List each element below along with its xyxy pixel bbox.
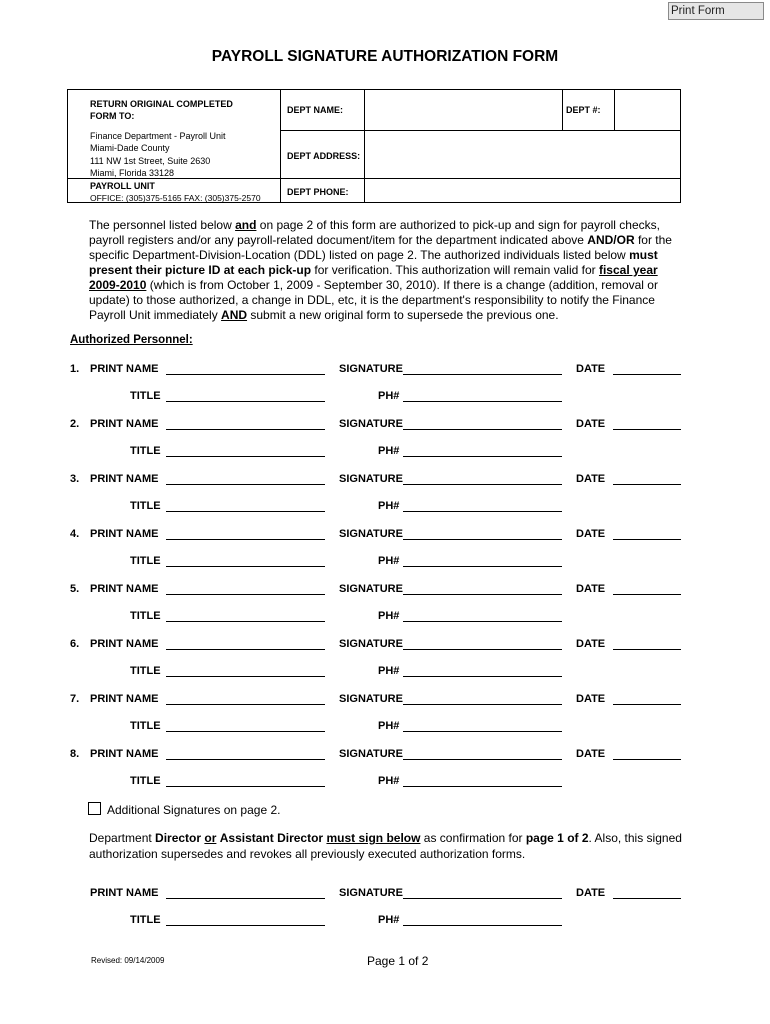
signature-label: SIGNATURE: [339, 887, 403, 899]
phone-field[interactable]: [403, 456, 562, 457]
office-fax-text: OFFICE: (305)375-5165 FAX: (305)375-2570: [90, 193, 261, 203]
title-label: TITLE: [130, 914, 161, 926]
title-field[interactable]: [166, 925, 325, 926]
title-label: TITLE: [130, 445, 161, 457]
signature-field[interactable]: [403, 374, 562, 375]
print-name-field[interactable]: [166, 594, 325, 595]
date-field[interactable]: [613, 484, 681, 485]
person-number: 2.: [70, 418, 80, 430]
title-field[interactable]: [166, 731, 325, 732]
title-label: TITLE: [130, 610, 161, 622]
title-field[interactable]: [166, 786, 325, 787]
print-name-field[interactable]: [166, 484, 325, 485]
print-form-button[interactable]: Print Form: [668, 2, 764, 20]
date-label: DATE: [576, 363, 606, 375]
signature-field[interactable]: [403, 898, 562, 899]
print-name-label: PRINT NAME: [90, 638, 159, 650]
return-to-label-1: RETURN ORIGINAL COMPLETED: [90, 99, 233, 109]
header-divider: [280, 90, 281, 203]
signature-label: SIGNATURE: [339, 583, 403, 595]
date-field[interactable]: [613, 429, 681, 430]
dept-number-label: DEPT #:: [566, 105, 601, 115]
return-address-line: Miami-Dade County: [90, 143, 170, 153]
header-divider: [280, 178, 681, 179]
signature-field[interactable]: [403, 539, 562, 540]
person-number: 4.: [70, 528, 80, 540]
date-field[interactable]: [613, 374, 681, 375]
title-field[interactable]: [166, 456, 325, 457]
phone-field[interactable]: [403, 401, 562, 402]
signature-label: SIGNATURE: [339, 638, 403, 650]
page-number: Page 1 of 2: [367, 954, 429, 968]
phone-label: PH#: [378, 720, 400, 732]
title-field[interactable]: [166, 511, 325, 512]
print-name-field[interactable]: [166, 898, 325, 899]
title-label: TITLE: [130, 720, 161, 732]
print-name-label: PRINT NAME: [90, 528, 159, 540]
print-name-label: PRINT NAME: [90, 887, 159, 899]
title-field[interactable]: [166, 676, 325, 677]
print-name-field[interactable]: [166, 539, 325, 540]
date-field[interactable]: [613, 759, 681, 760]
date-field[interactable]: [613, 704, 681, 705]
date-field[interactable]: [613, 649, 681, 650]
header-divider: [280, 130, 681, 131]
signature-field[interactable]: [403, 649, 562, 650]
signature-field[interactable]: [403, 594, 562, 595]
phone-field[interactable]: [403, 925, 562, 926]
date-label: DATE: [576, 528, 606, 540]
title-field[interactable]: [166, 566, 325, 567]
date-label: DATE: [576, 473, 606, 485]
print-name-field[interactable]: [166, 759, 325, 760]
phone-field[interactable]: [403, 731, 562, 732]
title-label: TITLE: [130, 390, 161, 402]
title-label: TITLE: [130, 775, 161, 787]
title-label: TITLE: [130, 555, 161, 567]
person-number: 6.: [70, 638, 80, 650]
print-name-field[interactable]: [166, 704, 325, 705]
phone-label: PH#: [378, 445, 400, 457]
signature-label: SIGNATURE: [339, 748, 403, 760]
return-address-line: Miami, Florida 33128: [90, 168, 175, 178]
phone-label: PH#: [378, 914, 400, 926]
date-label: DATE: [576, 638, 606, 650]
phone-field[interactable]: [403, 621, 562, 622]
date-field[interactable]: [613, 594, 681, 595]
print-name-label: PRINT NAME: [90, 693, 159, 705]
print-name-label: PRINT NAME: [90, 473, 159, 485]
signature-field[interactable]: [403, 484, 562, 485]
dept-phone-label: DEPT PHONE:: [287, 187, 349, 197]
phone-label: PH#: [378, 665, 400, 677]
payroll-unit-label: PAYROLL UNIT: [90, 181, 155, 191]
header-divider: [562, 90, 563, 130]
additional-signatures-label: Additional Signatures on page 2.: [107, 803, 281, 817]
return-address-line: Finance Department - Payroll Unit: [90, 131, 226, 141]
date-field[interactable]: [613, 539, 681, 540]
phone-label: PH#: [378, 775, 400, 787]
print-name-label: PRINT NAME: [90, 418, 159, 430]
person-number: 8.: [70, 748, 80, 760]
title-field[interactable]: [166, 621, 325, 622]
authorization-paragraph: The personnel listed below and on page 2 of this form are authorized to pick-up and sign for payroll checks, payroll registers and/or any payroll-related document/item for the department indicated above AND/OR for the specific Department-Division-Location (DDL) listed on page 2. The authorized individuals listed below must present their picture ID at each pick-up for verification. This authorization will remain valid for fiscal year 2009-2010 (which is from October 1, 2009 - September 30, 2010). If there is a change (addition, removal or update) to those authorized, a change in DDL, etc, it is the department's responsibility to notify the Finance Payroll Unit immediately AND submit a new original form to supersede the previous one.: [89, 218, 672, 322]
phone-field[interactable]: [403, 786, 562, 787]
signature-field[interactable]: [403, 759, 562, 760]
print-name-field[interactable]: [166, 649, 325, 650]
return-address-line: 111 NW 1st Street, Suite 2630: [90, 156, 211, 166]
print-name-field[interactable]: [166, 429, 325, 430]
date-label: DATE: [576, 583, 606, 595]
return-to-label-2: FORM TO:: [90, 111, 135, 121]
signature-label: SIGNATURE: [339, 473, 403, 485]
title-label: TITLE: [130, 500, 161, 512]
dept-address-label: DEPT ADDRESS:: [287, 151, 361, 161]
revised-date: Revised: 09/14/2009: [91, 956, 165, 965]
header-box: [67, 89, 681, 203]
print-name-label: PRINT NAME: [90, 363, 159, 375]
date-label: DATE: [576, 887, 606, 899]
signature-field[interactable]: [403, 704, 562, 705]
phone-label: PH#: [378, 555, 400, 567]
authorized-personnel-heading: Authorized Personnel:: [70, 334, 193, 346]
form-title: PAYROLL SIGNATURE AUTHORIZATION FORM: [211, 48, 559, 65]
print-name-label: PRINT NAME: [90, 748, 159, 760]
print-name-field[interactable]: [166, 374, 325, 375]
date-label: DATE: [576, 418, 606, 430]
person-number: 7.: [70, 693, 80, 705]
signature-label: SIGNATURE: [339, 363, 403, 375]
signature-label: SIGNATURE: [339, 693, 403, 705]
date-field[interactable]: [613, 898, 681, 899]
header-divider: [614, 90, 615, 130]
person-number: 3.: [70, 473, 80, 485]
title-field[interactable]: [166, 401, 325, 402]
signature-label: SIGNATURE: [339, 418, 403, 430]
header-divider: [364, 90, 365, 203]
person-number: 5.: [70, 583, 80, 595]
print-name-label: PRINT NAME: [90, 583, 159, 595]
person-number: 1.: [70, 363, 80, 375]
signature-field[interactable]: [403, 429, 562, 430]
phone-label: PH#: [378, 500, 400, 512]
dept-name-label: DEPT NAME:: [287, 105, 343, 115]
phone-label: PH#: [378, 390, 400, 402]
date-label: DATE: [576, 693, 606, 705]
phone-label: PH#: [378, 610, 400, 622]
phone-field[interactable]: [403, 566, 562, 567]
director-confirmation-text: Department Director or Assistant Director must sign below as confirmation for page 1 of 2. Also, this signed authorization supersedes and revokes all previously executed authorization forms.: [89, 831, 682, 861]
date-label: DATE: [576, 748, 606, 760]
additional-signatures-checkbox[interactable]: [88, 802, 101, 815]
signature-label: SIGNATURE: [339, 528, 403, 540]
phone-field[interactable]: [403, 676, 562, 677]
phone-field[interactable]: [403, 511, 562, 512]
title-label: TITLE: [130, 665, 161, 677]
